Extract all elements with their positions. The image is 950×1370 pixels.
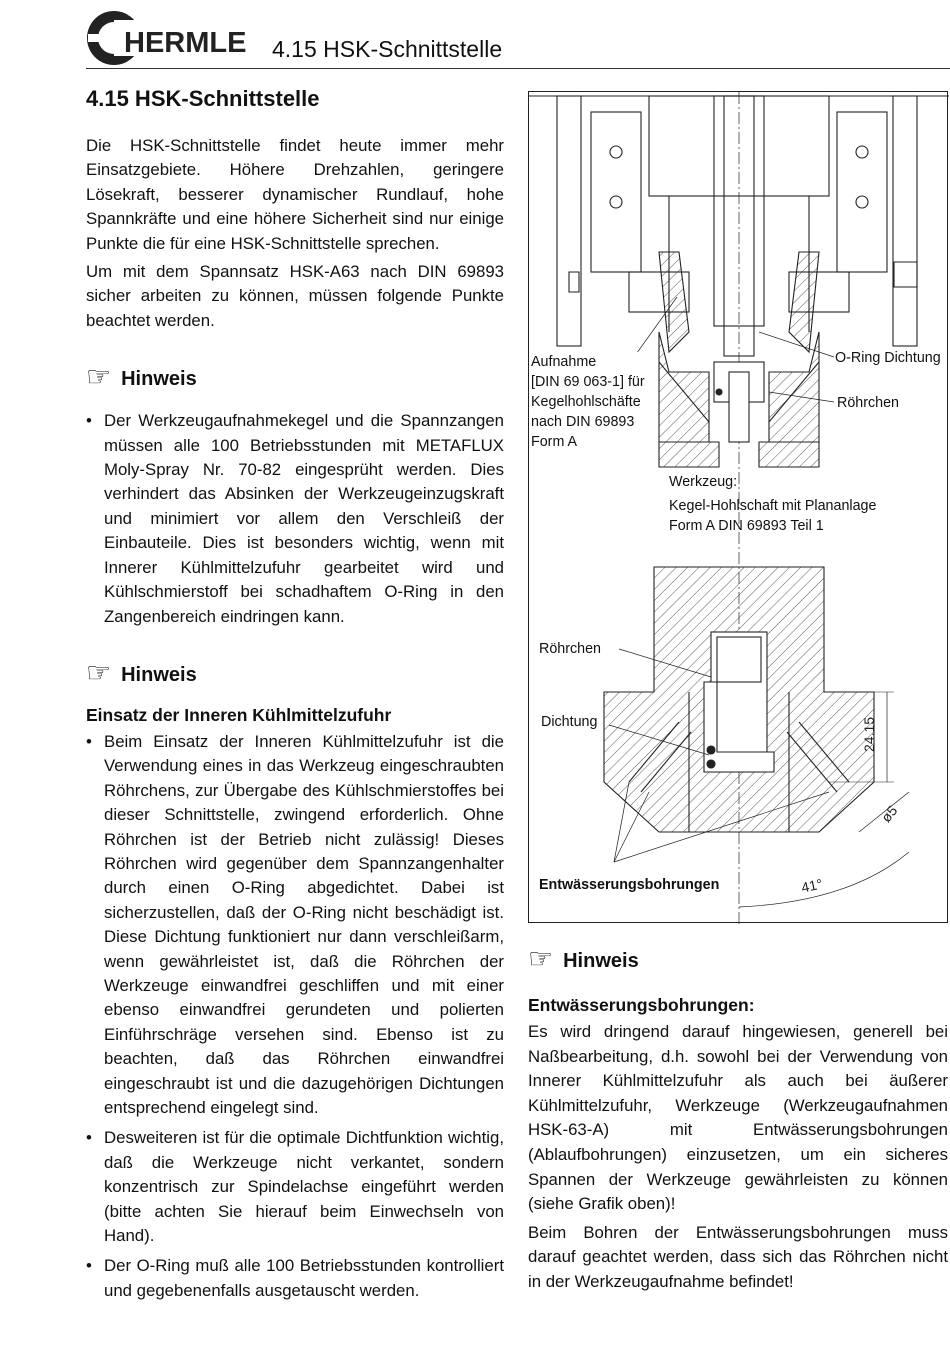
- hint-1-label: Hinweis: [121, 368, 197, 391]
- section-heading: 4.15 HSK-Schnittstelle: [86, 86, 320, 111]
- hint-2: [86, 656, 504, 688]
- hint-1-bullet-1: • Der Werkzeugaufnahmekegel und die Spannzangen müssen alle 100 Betriebsstunden mit METAFLUX Moly-Spray Nr. 70-82 eingesprüht werden. Dies verhindert das Absinken der Werkzeugeinzugskraft und minimiert vor allem den Verschleiß der Einbauteile. Dies ist besonders wichtig, wenn mit Innerer Kühlmittelzufuhr gearbeitet wird und Kühlschmierstoff bei schadhaftem O-Ring in den Zangenbereich eindringen kann.: [86, 409, 504, 629]
- label-werkzeug: Werkzeug: Kegel-Hohlschaft mit Plananlage Form A DIN 69893 Teil 1: [669, 474, 877, 534]
- label-dichtung: Dichtung: [541, 714, 598, 730]
- pointing-hand-icon: ☞: [86, 656, 112, 688]
- hint-2-label: Hinweis: [121, 663, 197, 686]
- hint-2-bullet-1: • Beim Einsatz der Inneren Kühlmittelzufuhr ist die Verwendung eines in das Werkzeug eingeschraubten Röhrchens, zur Übergabe des Kühlschmierstoffes bei dieser Schnittstelle, zwingend erforderlich. Ohne Röhrchen ist der Betrieb nicht zulässig! Dieses Röhrchen wird gegenüber dem Spannzangenhalter durch einen O-Ring abgedichtet. Dabei ist sicherzustellen, daß der O-Ring nicht beschädigt ist. Diese Dichtung funktioniert nur dann verschleißarm, wenn gewährleistet ist, daß die Röhrchen der Werkzeuge einwandfrei geschliffen und mit einer ebenso einwandfrei gerundeten und polierten Einführschräge versehen sind. Ebenso ist zu beachten, daß das Röhrchen einwandfrei eingeschraubt ist und die dazugehörigen Dichtungen entsprechend eingelegt sind.: [86, 730, 504, 1121]
- dim-angle: 41°: [799, 875, 824, 896]
- intro-paragraph-1: Die HSK-Schnittstelle findet heute immer mehr Einsatzgebiete. Höhere Drehzahlen, geringere Lösekraft, besserer dynamischer Rundlauf, hohe Spannkräfte und eine höhere Sicherheit sind nur einige Punkte die für eine HSK-Schnittstelle sprechen.: [86, 136, 504, 253]
- page-header-title: 4.15 HSK-Schnittstelle: [272, 36, 503, 62]
- right-column: [528, 945, 948, 1299]
- label-aufnahme: Aufnahme [DIN 69 063-1] für Kegelhohlschäfte nach DIN 69893 Form A: [531, 354, 645, 450]
- hint-3-paragraph-2: Beim Bohren der Entwässerungsbohrungen muss darauf geachtet werden, dass sich das Röhrchen nicht in der Werkzeugaufnahme befindet!: [528, 1222, 948, 1291]
- label-roehrchen-bottom: Röhrchen: [539, 641, 601, 657]
- hermle-logo: [86, 8, 247, 68]
- header-rule: [86, 68, 950, 69]
- dim-diameter: ø5: [877, 802, 901, 826]
- pointing-hand-icon: ☞: [528, 943, 554, 974]
- hint-2-bullet-2: • Desweiteren ist für die optimale Dichtfunktion wichtig, daß die Werkzeuge nicht verkantet, sondern konzentrisch zur Spindelachse eingeführt werden (bitte achten Sie hierauf beim Einwechseln von Hand).: [86, 1126, 504, 1248]
- label-oring: O-Ring Dichtung: [835, 350, 941, 366]
- technical-drawing: [528, 91, 948, 923]
- hint-3-label: Hinweis: [563, 950, 639, 972]
- hint-3: [528, 945, 948, 973]
- hint-2-subheading: Einsatz der Inneren Kühlmittelzufuhr: [86, 704, 392, 725]
- intro-paragraph-2: Um mit dem Spannsatz HSK-A63 nach DIN 69893 sicher arbeiten zu können, müssen folgende Punkte beachtet werden.: [86, 262, 504, 330]
- hint-1: [86, 363, 504, 391]
- label-roehrchen-top: Röhrchen: [837, 395, 899, 411]
- dim-height: 24.15: [861, 716, 877, 752]
- hint-3-subheading: Entwässerungsbohrungen:: [528, 995, 755, 1015]
- hint-2-bullet-3: • Der O-Ring muß alle 100 Betriebsstunden kontrolliert und gegebenenfalls ausgetauscht werden.: [86, 1254, 504, 1303]
- label-entwaesserung: Entwässerungsbohrungen: [539, 877, 720, 893]
- pointing-hand-icon: ☞: [86, 361, 112, 393]
- left-column: [86, 86, 504, 1309]
- logo-text: HERMLE: [124, 27, 247, 59]
- hint-3-paragraph-1: Es wird dringend darauf hingewiesen, generell bei Naßbearbeitung, d.h. sowohl bei der Verwendung von Innerer Kühlmittelzufuhr als auch bei äußerer Kühlmittelzufuhr, Werkzeuge (Werkzeugaufnahmen HSK-63-A) mit Entwässerungsbohrungen (Ablaufbohrungen) einzusetzen, um ein sicheres Spannen der Werkzeuge gewährleisten zu können (siehe Grafik oben)!: [528, 1022, 948, 1214]
